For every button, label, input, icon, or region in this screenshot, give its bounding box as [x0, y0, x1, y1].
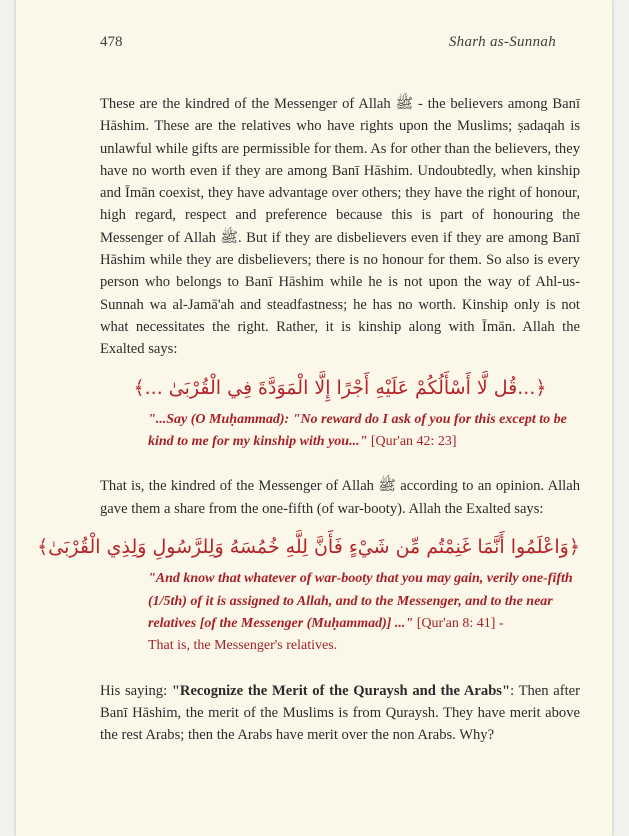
arabic-verse-8-41: ﴿وَاعْلَمُوا أَنَّمَا غَنِمْتُم مِّن شَيْءٍ فَأَنَّ لِلَّهِ خُمُسَهُ وَلِلرَّسُولِ وَلِذِي الْقُرْبَىٰ﴾ — [37, 536, 580, 559]
book-page — [16, 0, 612, 836]
verse-translation-text: "...Say (O Muḥammad): "No reward do I ask of you for this except to be kind to me for my kinship with you..." — [148, 411, 567, 450]
arabic-verse-42-23: ﴿...قُل لَّا أَسْأَلُكُمْ عَلَيْهِ أَجْرًا إِلَّا الْمَوَدَّةَ فِي الْقُرْبَىٰ ...﴾ — [133, 376, 547, 399]
paragraph-lead: His saying: — [100, 682, 172, 699]
quoted-saying: "Recognize the Merit of the Quraysh and the Arabs" — [171, 682, 511, 699]
running-title: Sharh as-Sunnah — [448, 34, 556, 50]
verse-translation-8-41 — [148, 568, 580, 657]
page-number: 478 — [100, 34, 123, 50]
page-header — [100, 34, 556, 52]
verse-reference: [Qur'an 8: 41] - — [416, 615, 504, 631]
verse-explanation: That is, the Messenger's relatives. — [148, 638, 338, 654]
paragraph-quraysh — [100, 680, 580, 747]
page-body — [37, 93, 580, 746]
paragraph-share: That is, the kindred of the Messenger of Allah ﷺ according to an opinion. Allah gave them a share from the one-fifth (of war-booty). Allah the Exalted says: — [100, 478, 580, 517]
verse-translation-42-23 — [148, 409, 580, 454]
verse-reference: [Qur'an 42: 23] — [370, 434, 457, 450]
paragraph-rest: : Then after Banī Hāshim, the merit of the Muslims is from Quraysh. They have merit above the rest Arabs; then the Arabs have merit over the non Arabs. Why? — [100, 682, 580, 744]
paragraph-kindred: These are the kindred of the Messenger of Allah ﷺ - the believers among Banī Hāshim. These are the relatives who have rights upon the Muslims; ṣadaqah is unlawful while gifts are permissible for them. As for other than the believers, they have no worth even if they are among Banī Hāshim. Undoubtedly, when kinship and Īmān coexist, they have advantage over others; they have the right of honour, high regard, respect and preference because this is part of honouring the Messenger of Allah ﷺ. But if they are disbelievers even if they are among Banī Hāshim while they are disbelievers; there is no honour for them. So also is every person who belongs to Banī Hāshim while he is not upon the way of Ahl-us-Sunnah wa al-Jamā'ah and steadfastness; he has no worth. Kinship only is not what necessitates the right. Rather, it is kinship along with Īmān. Allah the Exalted says: — [100, 96, 580, 358]
verse-translation-text: "And know that whatever of war-booty that you may gain, verily one-fifth (1/5th) of it is assigned to Allah, and to the Messenger, and to the near relatives [of the Messenger (Muḥammad)] ..." — [148, 571, 573, 631]
